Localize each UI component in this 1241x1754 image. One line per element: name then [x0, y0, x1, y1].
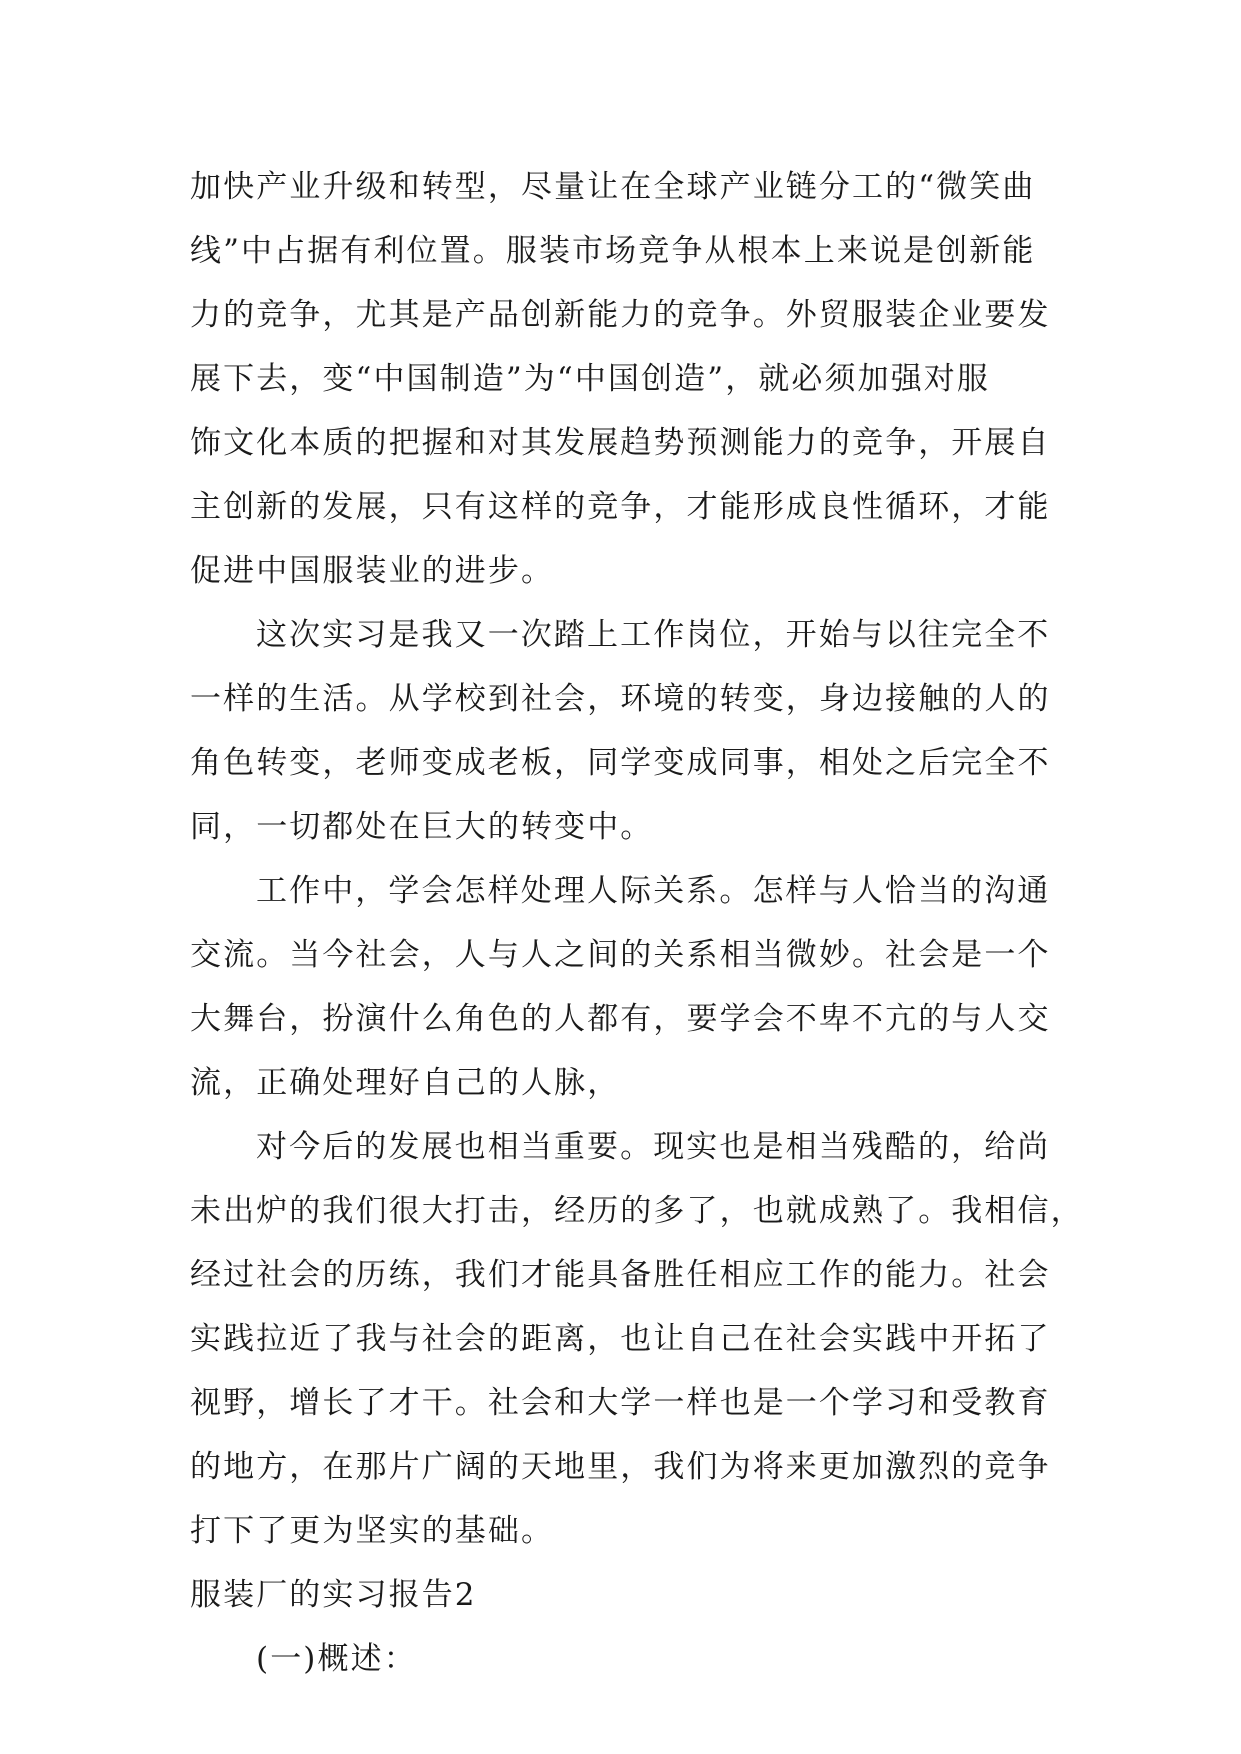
- text-line: 力的竞争，尤其是产品创新能力的竞争。外贸服装企业要发: [190, 297, 1051, 333]
- text-line: 角色转变，老师变成老板，同学变成同事，相处之后完全不: [190, 745, 1051, 781]
- text-line: 流，正确处理好自己的人脉，: [190, 1065, 621, 1101]
- subsection-heading: (一)概述：: [256, 1641, 417, 1677]
- section-heading: 服装厂的实习报告2: [190, 1577, 477, 1613]
- text-line: 未出炉的我们很大打击，经历的多了，也就成熟了。我相信，: [190, 1193, 1084, 1229]
- text-line: 的地方，在那片广阔的天地里，我们为将来更加激烈的竞争: [190, 1449, 1051, 1485]
- text-line: 大舞台，扮演什么角色的人都有，要学会不卑不亢的与人交: [190, 1001, 1051, 1037]
- text-line: 促进中国服装业的进步。: [190, 553, 555, 589]
- text-line: 视野，增长了才干。社会和大学一样也是一个学习和受教育: [190, 1385, 1051, 1421]
- text-line: 经过社会的历练，我们才能具备胜任相应工作的能力。社会: [190, 1257, 1051, 1293]
- text-line-indented: 工作中，学会怎样处理人际关系。怎样与人恰当的沟通: [256, 873, 1051, 909]
- text-line: 打下了更为坚实的基础。: [190, 1513, 555, 1549]
- text-line: 交流。当今社会，人与人之间的关系相当微妙。社会是一个: [190, 937, 1051, 973]
- paragraph-1: [190, 155, 1060, 603]
- paragraph-3: [190, 859, 1060, 1115]
- document-body: [190, 155, 1084, 1691]
- text-line: 展下去，变“中国制造”为“中国创造”，就必须加强对服: [190, 361, 990, 397]
- text-line: 实践拉近了我与社会的距离，也让自己在社会实践中开拓了: [190, 1321, 1051, 1357]
- text-line: 主创新的发展，只有这样的竞争，才能形成良性循环，才能: [190, 489, 1051, 525]
- text-line: 一样的生活。从学校到社会，环境的转变，身边接触的人的: [190, 681, 1051, 717]
- text-line: 加快产业升级和转型，尽量让在全球产业链分工的“微笑曲: [190, 169, 1036, 205]
- text-line: 同，一切都处在巨大的转变中。: [190, 809, 654, 845]
- text-line: 饰文化本质的把握和对其发展趋势预测能力的竞争，开展自: [190, 425, 1051, 461]
- paragraph-4: [190, 1115, 1084, 1563]
- text-line-indented: 对今后的发展也相当重要。现实也是相当残酷的，给尚: [256, 1129, 1051, 1165]
- text-line: 线”中占据有利位置。服装市场竞争从根本上来说是创新能: [190, 233, 1036, 269]
- paragraph-2: [190, 603, 1060, 859]
- text-line-indented: 这次实习是我又一次踏上工作岗位，开始与以往完全不: [256, 617, 1051, 653]
